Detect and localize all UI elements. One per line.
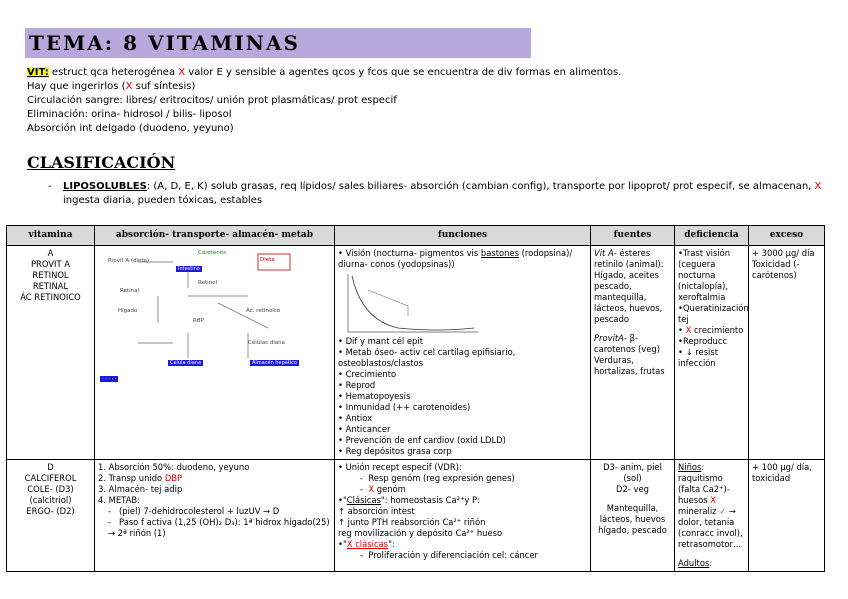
intro-line-5: Absorción int delgado (duodeno, yeyuno) <box>27 123 234 134</box>
bullet-dash: - <box>48 181 52 192</box>
header-fuentes: fuentes <box>591 226 675 246</box>
table-row <box>7 246 825 460</box>
deficiencia-a-cell: •Trast visión (ceguera nocturna (nictalopía), xeroftalmia •Queratinización tej • X crecimiento •Reproducc • ↓ resist infección <box>675 246 749 460</box>
header-exceso: exceso <box>749 226 825 246</box>
liposolubles-paragraph: LIPOSOLUBLES: (A, D, E, K) solub grasas, req lípidos/ sales biliares- absorción (cambian config), transporte por lipoprot/ prot especif, se almacenan, X ingesta diaria, pueden tóxicas, estables <box>63 181 822 206</box>
fuentes-a-cell: Vit A- ésteres retinilo (animal): Hígado, aceites pescado, mantequilla, lácteos, huevos, pescado ProvitA- β-carotenos (veg) Verduras, hortalizas, frutas <box>591 246 675 460</box>
table-row <box>7 460 825 572</box>
funciones-d-cell: • Unión recept especif (VDR): - Resp genóm (reg expresión genes) - X genóm •"Clásicas": homeostasis Ca²⁺y P: ↑ absorción intest ↑ junto PTH reabsorción Ca²⁺ riñón reg movilización y depósito Ca²⁺ hueso •"X clásicas": - Proliferación y diferenciación cel: cáncer <box>335 460 591 572</box>
exceso-d-cell: + 100 µg/ día, toxicidad <box>749 460 825 572</box>
header-deficiencia: deficiencia <box>675 226 749 246</box>
absorcion-a-cell <box>95 246 335 460</box>
diagram-box-celula: Célula diana <box>170 360 202 366</box>
diagram-legend: · · · · · <box>102 376 117 382</box>
diagram-box-almacen: Almacén hepático <box>252 360 297 366</box>
diagram-arrows <box>98 248 324 393</box>
vitamina-d-cell: D CALCIFEROL COLE- (D3) (calcitriol) ERGO- (D2) <box>7 460 95 572</box>
intro-line-1: VIT: estruct qca heterogénea X valor E y sensible a agentes qcos y fcos que se encuentra de div formas en alimentos. <box>27 67 622 78</box>
section-heading: CLASIFICACIÓN <box>27 153 176 172</box>
vitamins-table <box>6 225 825 572</box>
header-absorcion: absorción- transporte- almacén- metab <box>95 226 335 246</box>
vitamina-a-cell: A PROVIT A RETINOL RETINAL ÁC RETINOICO <box>7 246 95 460</box>
exceso-a-cell: + 3000 µg/ día Toxicidad (-carótenos) <box>749 246 825 460</box>
intro-line-3: Circulación sangre: libres/ eritrocitos/ unión prot plasmáticas/ prot especif <box>27 95 397 106</box>
page-title: TEMA: 8 VITAMINAS <box>29 31 300 55</box>
diagram-box-intestino: Intestino <box>178 266 200 272</box>
header-funciones: funciones <box>335 226 591 246</box>
absorcion-d-cell: 1. Absorción 50%: duodeno, yeyuno 2. Transp unido DBP 3. Almacén- tej adip 4. METAB: - (piel) 7-dehidrocolesterol + luzUV → D - Paso f activa (1,25 (OH)₂ D₃): 1ª hidrox hígado(25) → 2ª riñón (1) <box>95 460 335 572</box>
header-vitamina: vitamina <box>7 226 95 246</box>
vision-curve-svg <box>338 270 578 336</box>
fuentes-d-cell: D3- anim, piel (sol) D2- veg Mantequilla, lácteos, huevos hígado, pescado <box>591 460 675 572</box>
intro-line-2: Hay que ingerirlos (X suf síntesis) <box>27 81 196 92</box>
funciones-a-cell: • Visión (nocturna- pigmentos vis bastones (rodopsina)/ diurna- conos (yodopsinas)) • Dif y mant cél epit • Metab óseo- activ cel cartílag epifisiario, osteoblastos/clastos • Crecimiento • Reprod • Hematopoyesis • Inmunidad (++ carotenoides) • Antiox • Anticancer • Prevención de enf cardiov (oxid LDLD) • Reg depósitos grasa corp <box>335 246 591 460</box>
vitamin-a-metabolism-diagram: Provit A (dieta) Carotenos Retinol Retinal Ác. retinoico Hígado RBP Células diana Dieta Intestino Célula diana Almacén hepático · · · · · <box>98 248 324 393</box>
vision-curve-chart <box>338 270 578 336</box>
vit-label: VIT: <box>27 67 49 78</box>
deficiencia-d-cell: Niños: raquitismo (falta Ca2⁺)- huesos X mineraliz ✓ → dolor, tetania (conracc invol), retrasomotor… Adultos: <box>675 460 749 572</box>
intro-line-4: Eliminación: orina- hidrosol / bilis- liposol <box>27 109 232 120</box>
table-header-row <box>7 226 825 246</box>
